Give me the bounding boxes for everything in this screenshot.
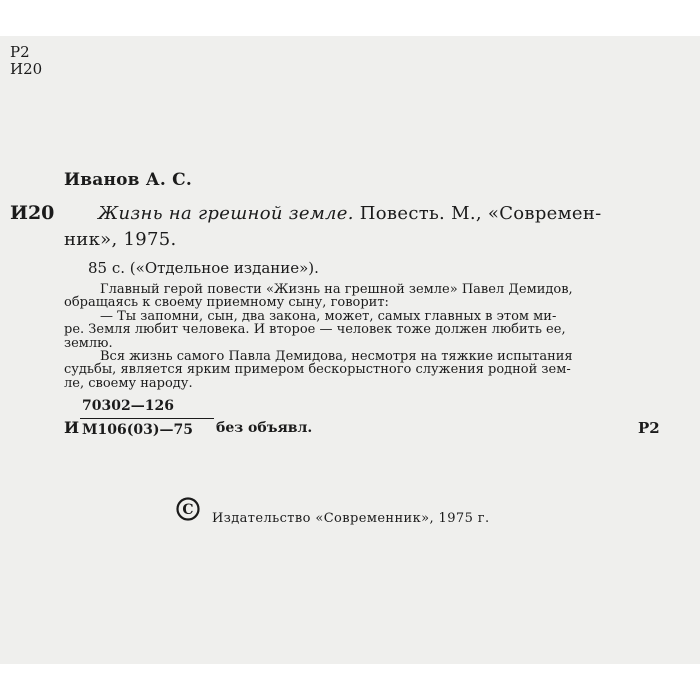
udc-code-right: Р2 <box>638 419 660 437</box>
publisher-copyright: Издательство «Современник», 1975 г. <box>212 511 490 526</box>
annotation-line: Вся жизнь самого Павла Демидова, несмотря на тяжкие испытания <box>100 349 573 365</box>
annotation-line: судьбы, является ярким примером бескорыстного служения родной зем- <box>64 362 571 378</box>
catalog-card-page <box>0 36 700 664</box>
page-count: 85 с. («Отдельное издание»). <box>88 259 319 277</box>
index-denominator: М106(03)—75 <box>82 422 193 438</box>
title-line-2: ник», 1975. <box>64 229 177 250</box>
annotation-line: Главный герой повести «Жизнь на грешной земле» Павел Демидов, <box>100 282 573 297</box>
title-rest: Повесть. М., «Современ- <box>353 203 602 224</box>
annotation-line: ре. Земля любит человека. И второе — человек тоже должен любить ее, <box>64 322 566 338</box>
annotation-line: ле, своему народу. <box>64 375 193 391</box>
annotation <box>64 283 573 390</box>
title-line-1 <box>98 203 602 224</box>
index-letter: И <box>64 418 80 437</box>
udc-line-2: И20 <box>10 60 43 78</box>
copyright-symbol: C <box>182 501 194 518</box>
index-fraction-line <box>80 418 214 419</box>
author-code: И20 <box>10 202 55 224</box>
book-title: Жизнь на грешной земле. <box>98 203 354 224</box>
udc-line-1: Р2 <box>10 43 30 61</box>
index-numerator: 70302—126 <box>82 398 174 414</box>
author-name: Иванов А. С. <box>64 170 192 190</box>
annotation-line: землю. <box>64 335 113 351</box>
udc-code-block <box>10 44 42 78</box>
annotation-line: — Ты запомни, сын, два закона, может, самых главных в этом ми- <box>100 308 557 324</box>
price-note: без объявл. <box>216 420 313 436</box>
annotation-line: обращаясь к своему приемному сыну, говорит: <box>64 295 389 311</box>
copyright-icon <box>176 497 200 521</box>
